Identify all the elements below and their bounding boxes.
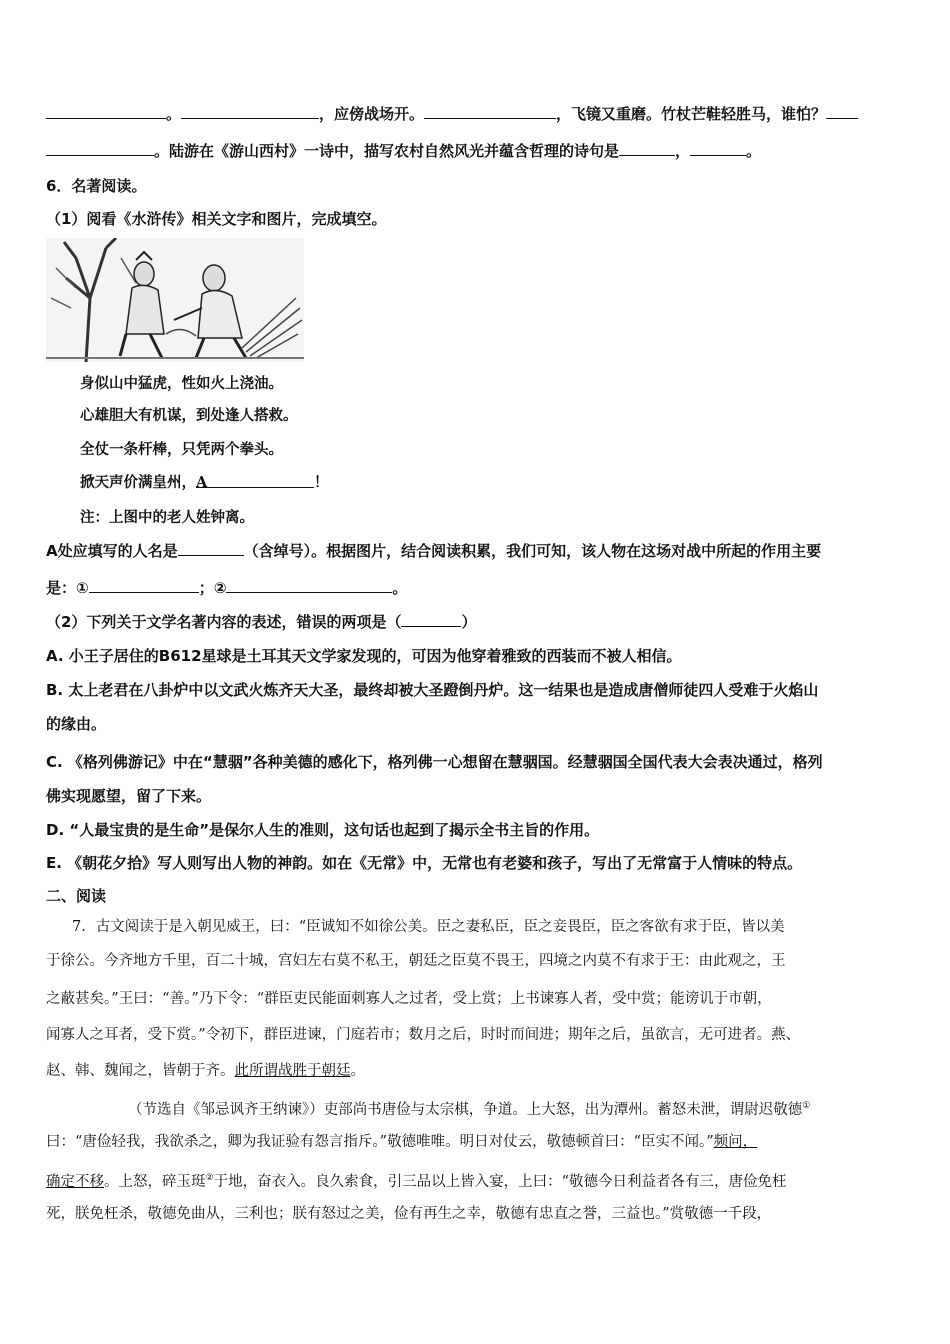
option-c: C. 《格列佛游记》中在“慧骃”各种美德的感化下，格列佛一心想留在慧骃国。经慧骃国全国代表大会表决通过，格列 <box>46 753 823 771</box>
q6-fill-line-2: 是：① ；② 。 <box>46 579 408 597</box>
q7-line-7: 曰：“唐俭轻我，我欲杀之，卿为我证验有怨言指斥。”敬德唯唯。明日对仗云，敬德顿首曰：“臣实不闻。”频问， <box>46 1134 758 1150</box>
blank[interactable] <box>826 104 858 119</box>
blank[interactable] <box>46 104 166 119</box>
option-e: E. 《朝花夕拾》写人则写出人物的神韵。如在《无常》中，无常也有老婆和孩子，写出了无常富于人情味的特点。 <box>46 854 803 872</box>
q6-fill-line-1: A处应填写的人名是 （含绰号）。根据图片，结合阅读积累，我们可知，该人物在这场对战中所起的作用主要 <box>46 542 822 560</box>
section-title: 二、阅读 <box>46 887 107 905</box>
poem-line-4: 掀天声价满皇州，A ！ <box>80 474 329 491</box>
blank[interactable] <box>46 141 154 156</box>
blank-a[interactable]: A <box>196 473 314 488</box>
q6-sub1: （1）阅看《水浒传》相关文字和图片，完成填空。 <box>46 210 387 228</box>
blank[interactable] <box>89 578 199 593</box>
footnote-marker: ② <box>205 1173 214 1183</box>
q7-line-6: （节选自《邹忌讽齐王纳谏》）吏部尚书唐俭与太宗棋，争道。上大怒，出为潭州。蓄怒未泄，谓尉迟敬德① <box>128 1101 811 1118</box>
option-b: B. 太上老君在八卦炉中以文武火炼齐天大圣，最终却被大圣蹬倒丹炉。这一结果也是造成唐僧师徒四人受难于火焰山 <box>46 681 819 699</box>
underlined-phrase: 频问， <box>713 1134 758 1150</box>
blank[interactable] <box>401 612 461 627</box>
option-c-cont: 佛实现愿望，留了下来。 <box>46 787 212 805</box>
q7-line-2: 于徐公。今齐地方千里，百二十城，宫妇左右莫不私王，朝廷之臣莫不畏王，四境之内莫不有求于王：由此观之，王 <box>46 953 786 969</box>
underlined-phrase: 此所谓战胜于朝廷 <box>234 1063 351 1079</box>
blank[interactable] <box>424 104 556 119</box>
footnote-marker: ① <box>802 1101 811 1111</box>
q7-line-5: 赵、韩、魏闻之，皆朝于齐。此所谓战胜于朝廷。 <box>46 1063 365 1079</box>
option-a: A. 小王子居住的B612星球是土耳其天文学家发现的，可因为他穿着雅致的西装而不被人相信。 <box>46 647 682 665</box>
underlined-phrase: 确定不移 <box>46 1173 104 1190</box>
blank[interactable] <box>619 141 675 156</box>
blank[interactable] <box>690 141 746 156</box>
blank[interactable] <box>178 541 244 556</box>
poem-line-2: 心雄胆大有机谋，到处逢人搭救。 <box>80 407 298 424</box>
q6-sub2: （2）下列关于文学名著内容的表述，错误的两项是（ ） <box>46 613 477 631</box>
q7-line-4: 闻寡人之耳者，受下赏。”令初下，群臣进谏，门庭若市；数月之后，时时而间进；期年之后，虽欲言，无可进者。燕、 <box>46 1027 801 1043</box>
q6-title: 6．名著阅读。 <box>46 177 147 195</box>
blank[interactable] <box>226 578 392 593</box>
poem-note: 注：上图中的老人姓钟离。 <box>80 509 254 526</box>
blank[interactable] <box>181 104 319 119</box>
q7-line-8: 确定不移。上怒，碎玉珽②于地，奋衣入。良久索食，引三品以上皆入宴，上曰：“敬德今日利益者各有三，唐俭免枉 <box>46 1173 787 1190</box>
q7-line-1: 7．古文阅读于是入朝见威王，曰：“臣诚知不如徐公美。臣之妻私臣，臣之妾畏臣，臣之客欲有求于臣，皆以美 <box>72 919 785 935</box>
poem-line-1: 身似山中猛虎，性如火上浇油。 <box>80 375 283 392</box>
poem-line-3: 全仗一条杆棒，只凭两个拳头。 <box>80 441 283 458</box>
option-b-cont: 的缘由。 <box>46 715 107 733</box>
q7-line-3: 之蔽甚矣。”王曰：“善。”乃下令：“群臣吏民能面刺寡人之过者，受上赏；上书谏寡人者，受中赏；能谤讥于市朝， <box>46 991 772 1007</box>
q5-line-2: 。陆游在《游山西村》一诗中，描写农村自然风光并蕴含哲理的诗句是 ， 。 <box>46 141 761 161</box>
option-d: D. “人最宝贵的是生命”是保尔人生的准则，这句话也起到了揭示全书主旨的作用。 <box>46 821 600 839</box>
q5-line-1: 。 ，应傍战场开。 ，飞镜又重磨。竹杖芒鞋轻胜马，谁怕？ <box>46 104 858 124</box>
q7-line-9: 死，朕免枉杀，敬德免曲从，三利也；朕有怒过之美，俭有再生之幸，敬德有忠直之誉，三益也。”赏敬德一千段， <box>46 1206 772 1222</box>
shuihu-illustration <box>46 238 304 362</box>
